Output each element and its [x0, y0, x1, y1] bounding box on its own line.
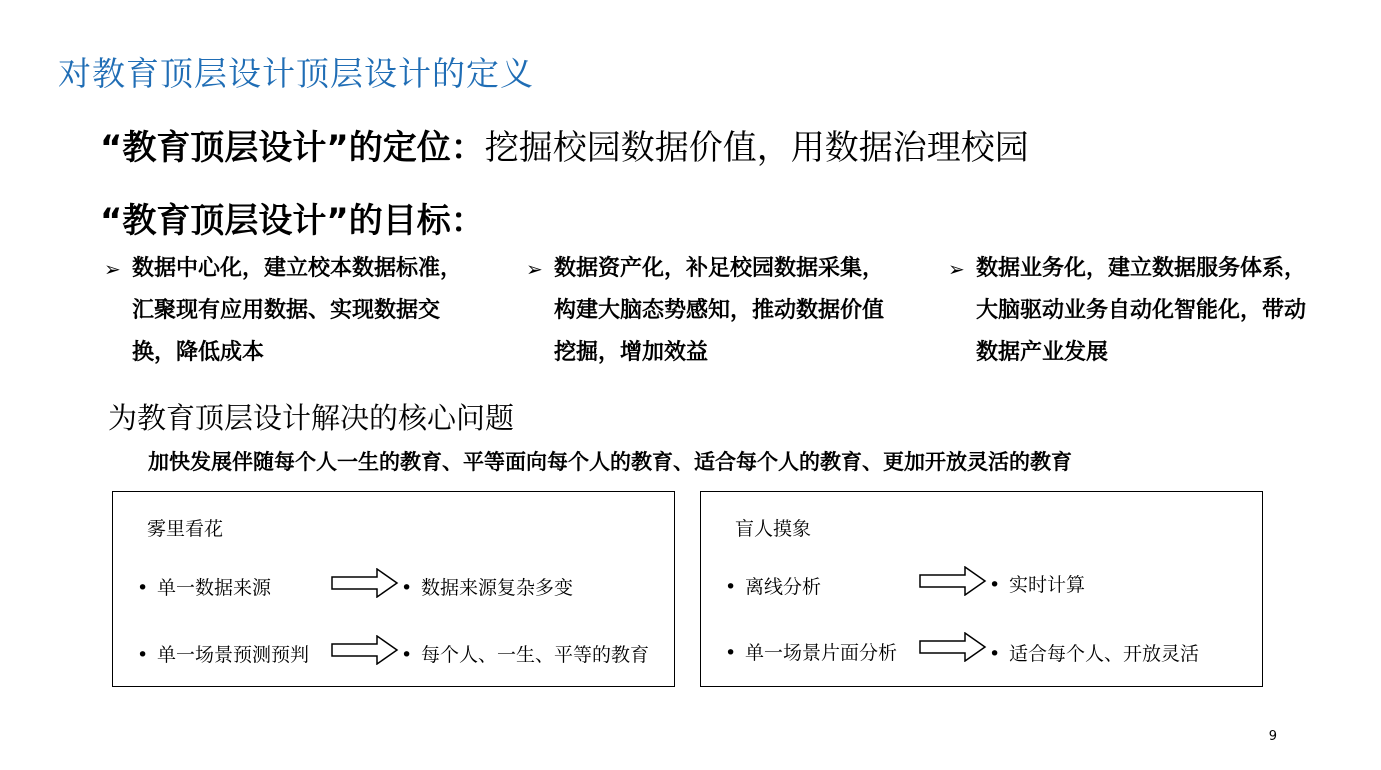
- box-heading: 盲人摸象: [735, 518, 812, 540]
- positioning-text: 挖掘校园数据价值，用数据治理校园: [484, 128, 1029, 168]
- comparison-box-right: [700, 491, 1263, 687]
- bullet-dot-icon: •: [137, 644, 149, 666]
- right-arrow-icon: [331, 635, 399, 665]
- to-item: • 实时计算: [989, 574, 1086, 596]
- to-item: • 每个人、一生、平等的教育: [401, 644, 650, 666]
- goal-item: [104, 248, 472, 374]
- box-heading: 雾里看花: [147, 518, 224, 540]
- goal-text: 数据资产化，补足校园数据采集，构建大脑态势感知，推动数据价值挖掘，增加效益: [554, 256, 885, 365]
- arrow-bullet-icon: ➢: [526, 257, 543, 281]
- bullet-dot-icon: •: [725, 576, 737, 598]
- problem-line: 加快发展伴随每个人一生的教育、平等面向每个人的教育、适合每个人的教育、更加开放灵活的教育: [148, 450, 1072, 474]
- page-number: 9: [1268, 729, 1277, 744]
- bullet-dot-icon: •: [137, 577, 149, 599]
- bullet-dot-icon: •: [401, 644, 413, 666]
- to-item: • 数据来源复杂多变: [401, 577, 574, 599]
- from-item: • 单一场景片面分析: [725, 642, 898, 664]
- goal-text: 数据业务化，建立数据服务体系，大脑驱动业务自动化智能化，带动数据产业发展: [976, 256, 1307, 365]
- arrow-bullet-icon: ➢: [948, 257, 965, 281]
- from-item: • 离线分析: [725, 576, 822, 598]
- goal-item: [948, 248, 1316, 374]
- positioning-label: “教育顶层设计”的定位：: [100, 128, 485, 168]
- right-arrow-icon: [919, 566, 987, 596]
- right-arrow-icon: [331, 568, 399, 598]
- page-title: 对教育顶层设计顶层设计的定义: [58, 54, 534, 93]
- problem-heading: 为教育顶层设计解决的核心问题: [108, 401, 515, 435]
- arrow-bullet-icon: ➢: [104, 257, 121, 281]
- bullet-dot-icon: •: [989, 574, 1001, 596]
- bullet-dot-icon: •: [989, 643, 1001, 665]
- comparison-box-left: [112, 491, 675, 687]
- goals-heading: “教育顶层设计”的目标：: [100, 201, 485, 241]
- bullet-dot-icon: •: [725, 642, 737, 664]
- goal-item: [526, 248, 894, 374]
- positioning-line: [100, 120, 1029, 169]
- goal-text: 数据中心化，建立校本数据标准，汇聚现有应用数据、实现数据交换，降低成本: [132, 256, 463, 365]
- right-arrow-icon: [919, 632, 987, 662]
- to-item: • 适合每个人、开放灵活: [989, 643, 1200, 665]
- from-item: • 单一场景预测预判: [137, 644, 310, 666]
- from-item: • 单一数据来源: [137, 577, 272, 599]
- bullet-dot-icon: •: [401, 577, 413, 599]
